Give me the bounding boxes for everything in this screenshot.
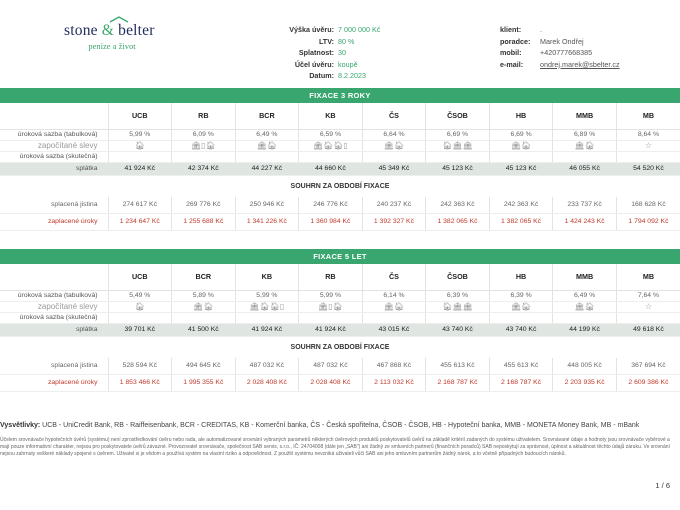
- bank-header-row: [0, 264, 680, 290]
- value-cell: 🏦︎🏠︎🏠︎▯: [299, 140, 363, 151]
- value-cell: 1 794 092 Kč: [616, 213, 680, 230]
- value-cell: [489, 312, 553, 323]
- value-cell: 168 628 Kč: [616, 197, 680, 213]
- bank-header: HB: [489, 264, 553, 290]
- value-cell: 5,89 %: [172, 290, 236, 301]
- info-row: [270, 36, 430, 48]
- info-key: mobil:: [500, 48, 522, 57]
- bank-header: ČSOB: [426, 264, 490, 290]
- email-link[interactable]: ondrej.marek@sbelter.cz: [540, 59, 620, 69]
- value-cell: 🏠︎🏦︎🏦︎: [426, 140, 490, 151]
- value-cell: 6,09 %: [172, 129, 236, 140]
- bank-header: MB: [642, 111, 655, 121]
- value-cell: 🏠︎🏦︎🏦︎: [426, 301, 490, 312]
- info-value: +420777668385: [540, 48, 593, 57]
- value-cell: 45 349 Kč: [362, 162, 426, 175]
- info-row: [500, 24, 675, 36]
- value-cell: 39 701 Kč: [108, 323, 172, 336]
- value-cell: 41 924 Kč: [108, 162, 172, 175]
- value-cell: 44 660 Kč: [299, 162, 363, 175]
- bank-header: MMB: [553, 103, 617, 129]
- value-cell: 🏦︎🏠︎: [235, 140, 299, 151]
- value-cell: 367 694 Kč: [616, 358, 680, 374]
- discounts-row: [0, 140, 680, 151]
- value-cell: 🏦︎🏠︎🏠︎▯: [235, 301, 299, 312]
- value-cell: 6,59 %: [299, 129, 363, 140]
- value-cell: 1 995 355 Kč: [172, 374, 236, 391]
- bank-header: ČSOB: [426, 103, 490, 129]
- value-cell: 45 123 Kč: [426, 162, 490, 175]
- value-cell: [362, 151, 426, 162]
- value-cell: 6,49 %: [235, 129, 299, 140]
- info-key: klient:: [500, 25, 522, 34]
- section-title: FIXACE 3 ROKY: [0, 88, 680, 103]
- value-cell: 5,99 %: [108, 129, 172, 140]
- value-cell: 2 203 935 Kč: [553, 374, 617, 391]
- info-key: e-mail:: [500, 59, 524, 69]
- principal-row: [0, 358, 680, 374]
- info-key: poradce:: [500, 36, 531, 46]
- payment-row: [0, 323, 680, 336]
- info-key: Splatnost:: [298, 48, 334, 57]
- value-cell: 455 613 Kč: [489, 358, 553, 374]
- value-cell: 487 032 Kč: [299, 358, 363, 374]
- value-cell: 5,49 %: [108, 290, 172, 301]
- value-cell: ☆: [616, 301, 680, 312]
- value-cell: 240 237 Kč: [362, 197, 426, 213]
- info-row: [500, 47, 675, 59]
- value-cell: 🏦︎🏠︎: [172, 301, 236, 312]
- value-cell: 6,39 %: [489, 290, 553, 301]
- bank-header: ČS: [362, 103, 426, 129]
- info-row: [500, 59, 675, 71]
- section-title: FIXACE 5 LET: [0, 249, 680, 264]
- value-cell: 487 032 Kč: [235, 358, 299, 374]
- bank-header: UCB: [108, 264, 172, 290]
- bank-header-row: [0, 103, 680, 129]
- info-value: 7 000 000 Kč: [338, 25, 381, 34]
- real-rate-row: [0, 151, 680, 162]
- value-cell: 45 123 Kč: [489, 162, 553, 175]
- value-cell: 2 113 032 Kč: [362, 374, 426, 391]
- value-cell: 2 609 386 Kč: [616, 374, 680, 391]
- info-row: [500, 36, 675, 48]
- info-value: 8.2.2023: [338, 71, 366, 80]
- value-cell: [108, 151, 172, 162]
- value-cell: 467 868 Kč: [362, 358, 426, 374]
- value-cell: 2 028 408 Kč: [235, 374, 299, 391]
- bank-header: RB: [299, 264, 363, 290]
- roof-logo-icon: [109, 16, 129, 23]
- value-cell: 6,69 %: [426, 129, 490, 140]
- value-cell: [426, 151, 490, 162]
- value-cell: 494 645 Kč: [172, 358, 236, 374]
- page-number: 1 / 6: [655, 481, 670, 490]
- value-cell: 242 363 Kč: [426, 197, 490, 213]
- value-cell: 8,64 %: [616, 129, 680, 140]
- row-label: započítané slevy: [0, 140, 108, 151]
- value-cell: 448 005 Kč: [553, 358, 617, 374]
- rate-row: [0, 129, 680, 140]
- bank-header: RB: [172, 103, 236, 129]
- value-cell: 6,49 %: [553, 290, 617, 301]
- value-cell: [553, 151, 617, 162]
- value-cell: 41 500 Kč: [172, 323, 236, 336]
- info-value: .: [540, 25, 542, 34]
- value-cell: 6,89 %: [553, 129, 617, 140]
- info-value: koupě: [338, 59, 358, 69]
- info-value: Marek Ondřej: [540, 36, 584, 46]
- value-cell: 1 424 243 Kč: [553, 213, 617, 230]
- info-value: 80 %: [338, 36, 355, 46]
- value-cell: 41 924 Kč: [299, 323, 363, 336]
- value-cell: 🏦︎🏠︎: [553, 140, 617, 151]
- value-cell: [172, 151, 236, 162]
- info-row: [270, 59, 430, 71]
- value-cell: 528 594 Kč: [108, 358, 172, 374]
- value-cell: 242 363 Kč: [489, 197, 553, 213]
- header-spacer: [0, 264, 108, 290]
- summary-title: SOUHRN ZA OBDOBÍ FIXACE: [290, 182, 390, 190]
- value-cell: ☆: [616, 140, 680, 151]
- value-cell: 6,14 %: [362, 290, 426, 301]
- company-logo: [64, 22, 160, 51]
- value-cell: 44 199 Kč: [553, 323, 617, 336]
- value-cell: 1 234 647 Kč: [108, 213, 172, 230]
- info-key: Účel úvěru:: [294, 59, 334, 69]
- row-label: splacená jistina: [0, 197, 108, 213]
- real-rate-row: [0, 312, 680, 323]
- value-cell: 🏦︎🏠︎: [489, 140, 553, 151]
- value-cell: 46 055 Kč: [553, 162, 617, 175]
- bank-header: ČS: [362, 264, 426, 290]
- value-cell: 1 360 984 Kč: [299, 213, 363, 230]
- value-cell: 5,99 %: [235, 290, 299, 301]
- value-cell: 233 737 Kč: [553, 197, 617, 213]
- disclaimer: Účelem srovnávače hypotečních úvěrů (systému) není zprostředkování úvěru nebo rada, ale automatizované srovnání vybraných parametrů některých úvěrových produktů poskytovatelů úvěrů na základě kritérií zadaných do systému uživatelem. Srovnávané údaje a hodnoty jsou srovnávače vyběrové a mají pouze informativní charakter, nejsou pro poskytovatele úvěrů závazné. Provozovatel srovnávače, společnost SAB servis, s.r.o., IČ: 24704008 (dále jen „SAB") ani žádný ze smluvních partnerů (finančních poradců) SAB neposkytují za správnost, úplnost a aktuálnost těchto údajů záruku. Ve srovnání nejsou zahrnuty veškeré náklady spojené s úvěrem. Uživatel si je vědom a používá systém na vlastní riziko a odpovědnost. Z použití systému nevzniká uživateli vůči SAB ani jeho smluvním partnerům žádný nárok, a to včetně případných budoucích nároků.: [0, 437, 670, 457]
- value-cell: 🏦︎🏠︎: [489, 301, 553, 312]
- value-cell: 🏠︎: [108, 301, 172, 312]
- value-cell: 274 617 Kč: [108, 197, 172, 213]
- contact-info: [500, 24, 675, 70]
- value-cell: 🏦︎▯🏠︎: [299, 301, 363, 312]
- value-cell: 2 028 408 Kč: [299, 374, 363, 391]
- value-cell: 6,39 %: [426, 290, 490, 301]
- value-cell: 41 924 Kč: [235, 323, 299, 336]
- principal-row: [0, 197, 680, 213]
- summary-header-row: [0, 336, 680, 358]
- value-cell: [235, 312, 299, 323]
- value-cell: 269 776 Kč: [172, 197, 236, 213]
- value-cell: 1 853 466 Kč: [108, 374, 172, 391]
- value-cell: 246 776 Kč: [299, 197, 363, 213]
- interest-row: [0, 213, 680, 230]
- value-cell: 43 015 Kč: [362, 323, 426, 336]
- bank-header: MB: [642, 272, 655, 282]
- summary-title: SOUHRN ZA OBDOBÍ FIXACE: [290, 343, 390, 351]
- value-cell: 5,99 %: [299, 290, 363, 301]
- value-cell: 43 740 Kč: [489, 323, 553, 336]
- value-cell: [299, 151, 363, 162]
- row-label: úroková sazba (skutečná): [0, 312, 108, 323]
- value-cell: 🏦︎🏠︎: [553, 301, 617, 312]
- value-cell: 44 227 Kč: [235, 162, 299, 175]
- value-cell: [362, 312, 426, 323]
- row-label: zaplacené úroky: [0, 374, 108, 391]
- value-cell: 42 374 Kč: [172, 162, 236, 175]
- info-key: Výška úvěru:: [289, 25, 334, 34]
- value-cell: 🏠︎: [108, 140, 172, 151]
- value-cell: 🏦︎▯🏠︎: [172, 140, 236, 151]
- row-label: úroková sazba (tabulková): [0, 290, 108, 301]
- value-cell: 1 382 065 Kč: [489, 213, 553, 230]
- interest-row: [0, 374, 680, 391]
- payment-row: [0, 162, 680, 175]
- comparison-table: [0, 103, 680, 231]
- value-cell: [553, 312, 617, 323]
- value-cell: 🏦︎🏠︎: [362, 301, 426, 312]
- value-cell: [172, 312, 236, 323]
- logo-wordmark: stone & belter: [64, 22, 155, 39]
- info-key: LTV:: [318, 36, 334, 46]
- info-row: [270, 47, 430, 59]
- info-key: Datum:: [309, 71, 334, 80]
- value-cell: [616, 151, 680, 162]
- value-cell: [616, 312, 680, 323]
- fixation-3-years-section: [0, 88, 680, 231]
- bank-header: HB: [489, 103, 553, 129]
- row-label: splátka: [0, 323, 108, 336]
- value-cell: 250 946 Kč: [235, 197, 299, 213]
- fixation-5-years-section: [0, 249, 680, 392]
- comparison-table: [0, 264, 680, 392]
- value-cell: 2 168 787 Kč: [489, 374, 553, 391]
- bank-header: KB: [235, 264, 299, 290]
- header-spacer: [0, 103, 108, 129]
- value-cell: 49 618 Kč: [616, 323, 680, 336]
- rate-row: [0, 290, 680, 301]
- value-cell: [235, 151, 299, 162]
- value-cell: 54 520 Kč: [616, 162, 680, 175]
- bank-header: UCB: [108, 103, 172, 129]
- row-label: započítané slevy: [0, 301, 108, 312]
- value-cell: [108, 312, 172, 323]
- value-cell: [489, 151, 553, 162]
- legend: Vysvětlivky: UCB - UniCredit Bank, RB - Raiffeisenbank, BCR - CREDITAS, KB - Komerční banka, ČS - Česká spořitelna, ČSOB - ČSOB, HB - Hypoteční banka, MMB - MONETA Money Bank, MB - mBank: [0, 422, 640, 429]
- info-row: [270, 70, 430, 82]
- value-cell: 7,64 %: [616, 290, 680, 301]
- value-cell: [299, 312, 363, 323]
- value-cell: 🏦︎🏠︎: [362, 140, 426, 151]
- value-cell: 1 341 226 Kč: [235, 213, 299, 230]
- value-cell: 455 613 Kč: [426, 358, 490, 374]
- logo-tagline: peníze a život: [88, 41, 136, 51]
- loan-info: [270, 24, 430, 82]
- bank-header: MMB: [553, 264, 617, 290]
- summary-header-row: [0, 175, 680, 197]
- row-label: zaplacené úroky: [0, 213, 108, 230]
- value-cell: 1 255 688 Kč: [172, 213, 236, 230]
- value-cell: 1 392 327 Kč: [362, 213, 426, 230]
- bank-header: BCR: [172, 264, 236, 290]
- value-cell: 2 168 787 Kč: [426, 374, 490, 391]
- bank-header: BCR: [235, 103, 299, 129]
- value-cell: 6,64 %: [362, 129, 426, 140]
- value-cell: 6,69 %: [489, 129, 553, 140]
- info-row: [270, 24, 430, 36]
- discounts-row: [0, 301, 680, 312]
- value-cell: 43 740 Kč: [426, 323, 490, 336]
- row-label: splacená jistina: [0, 358, 108, 374]
- value-cell: 1 382 065 Kč: [426, 213, 490, 230]
- row-label: úroková sazba (tabulková): [0, 129, 108, 140]
- value-cell: [426, 312, 490, 323]
- row-label: úroková sazba (skutečná): [0, 151, 108, 162]
- bank-header: KB: [299, 103, 363, 129]
- row-label: splátka: [0, 162, 108, 175]
- info-value: 30: [338, 48, 346, 57]
